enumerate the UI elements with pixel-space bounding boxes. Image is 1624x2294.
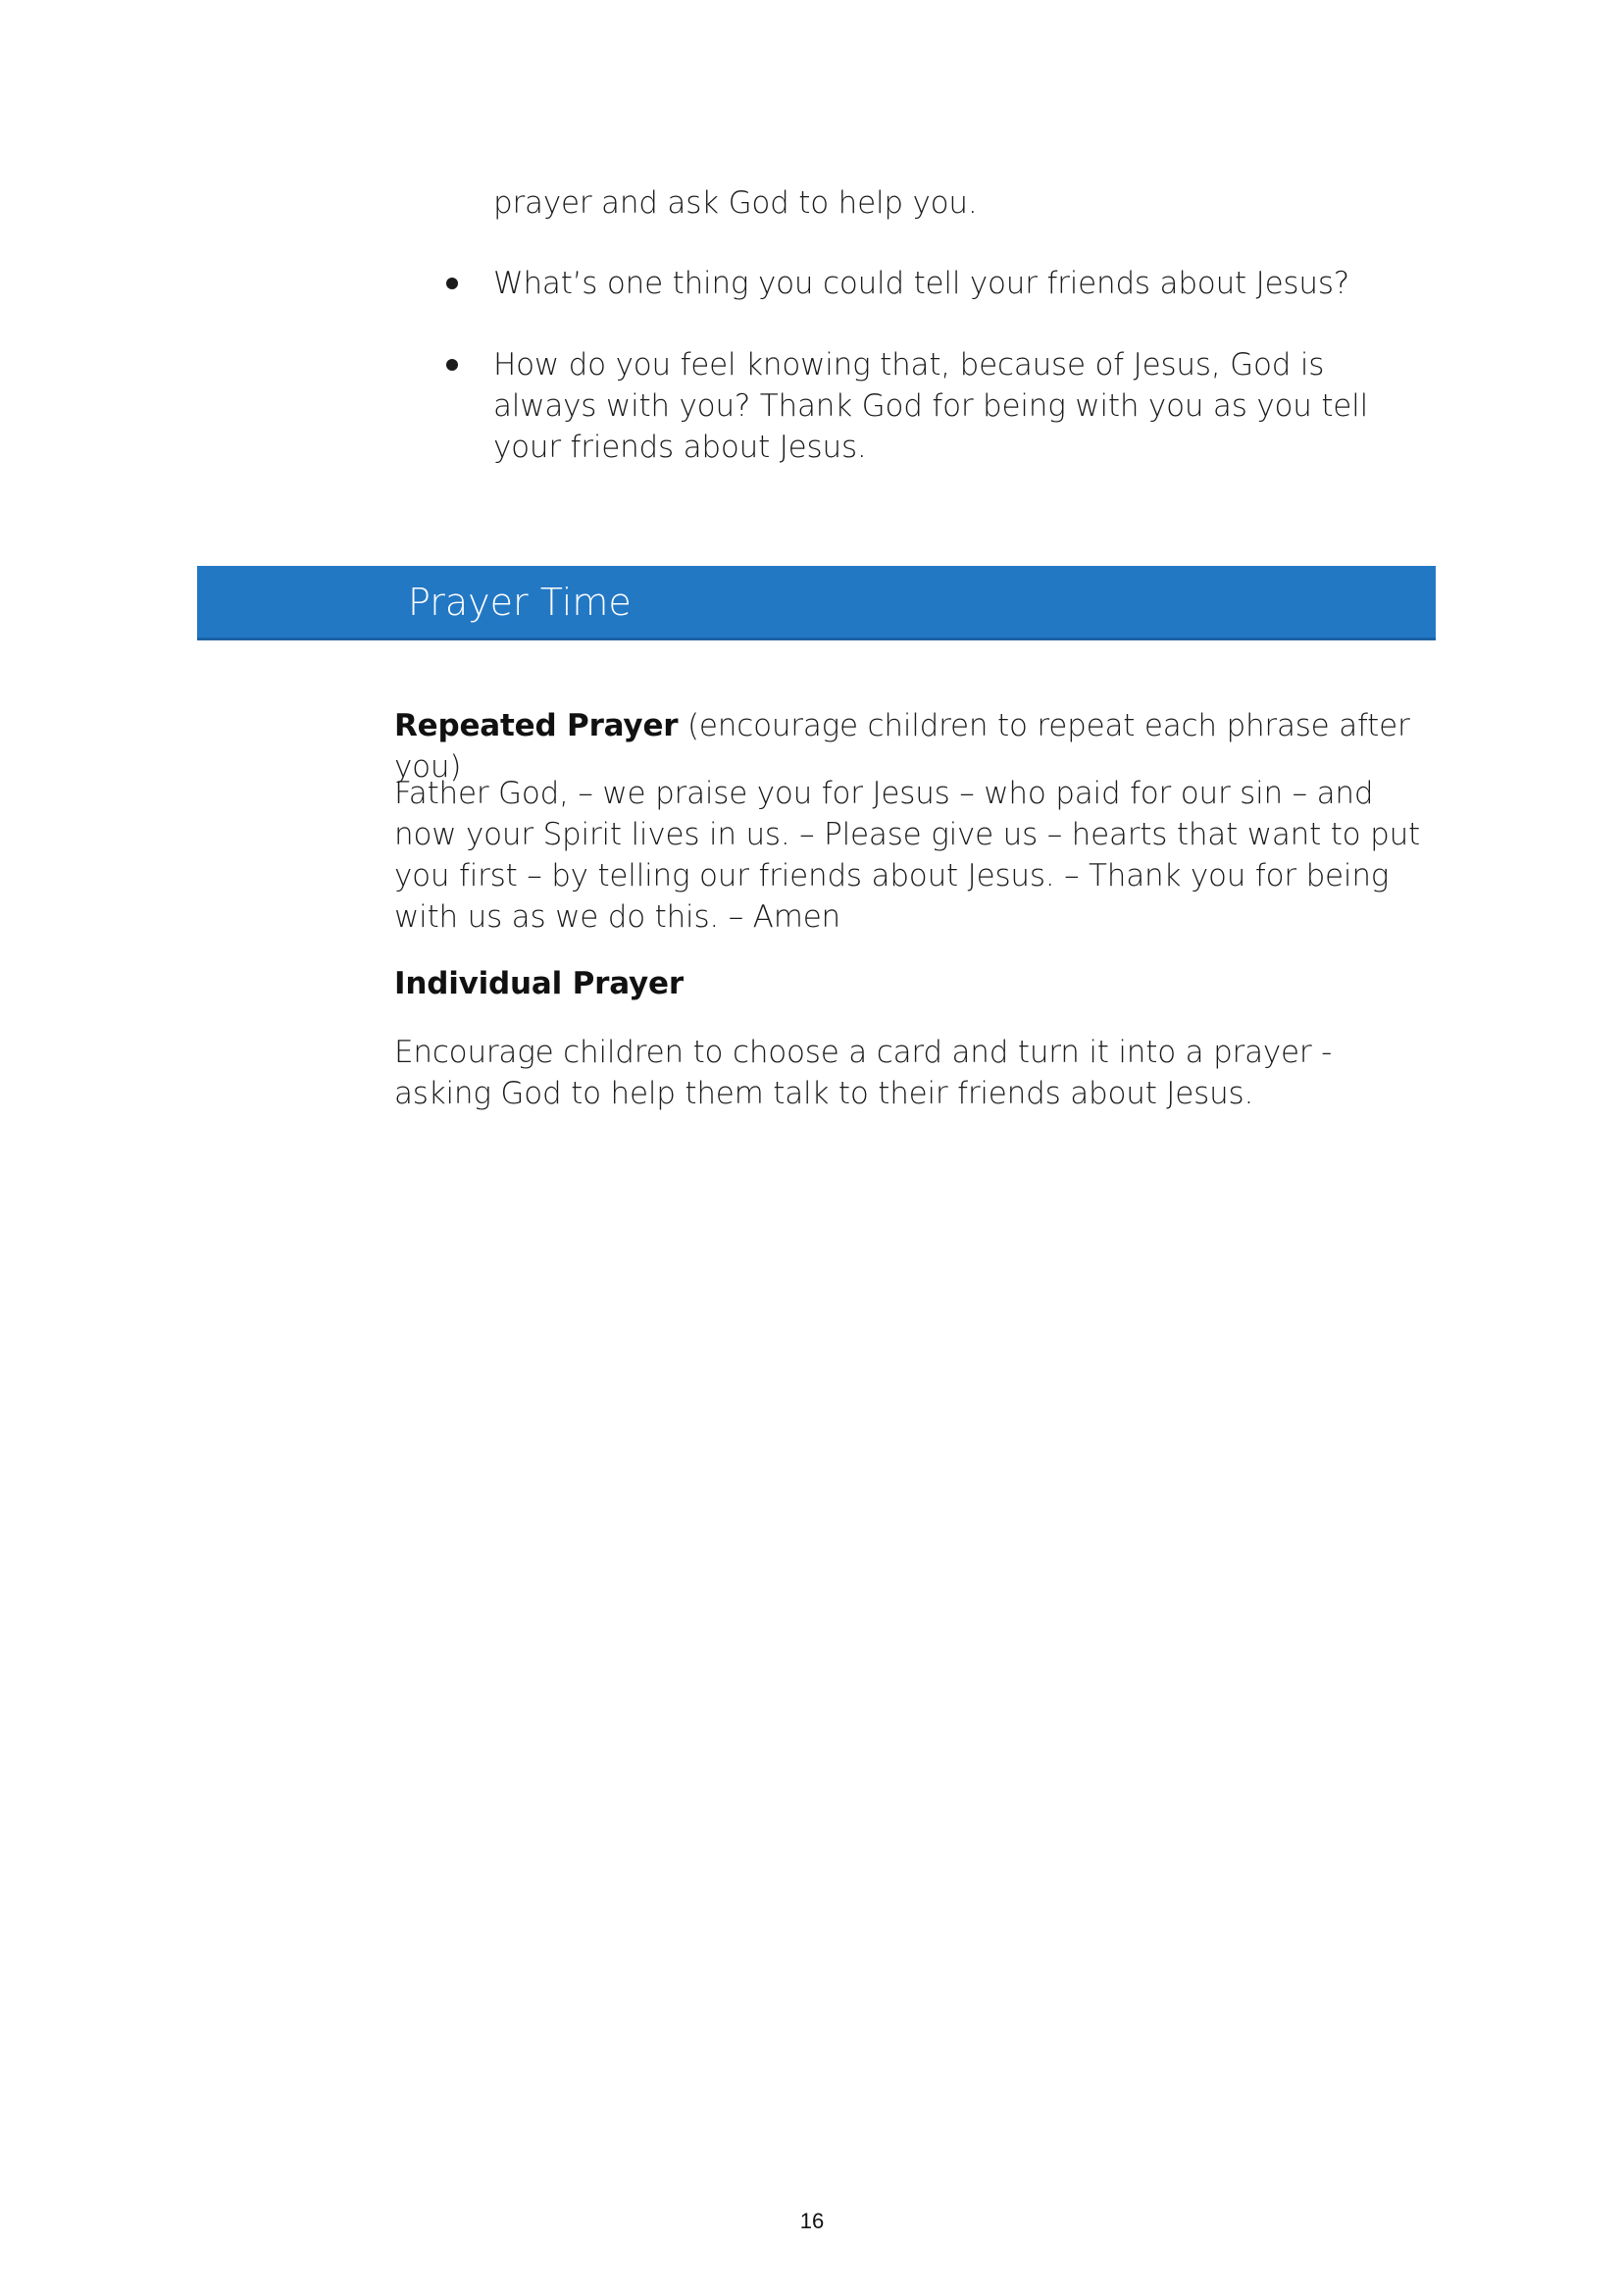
bullet-icon [446,278,458,289]
list-item [443,263,1434,304]
question-list [443,263,1434,508]
continuation-text: prayer and ask God to help you. [493,185,978,221]
section-banner [197,566,1436,640]
individual-prayer-text: Encourage children to choose a card and turn it into a prayer - asking God to help them talk to their friends about Jesus. [394,1035,1333,1111]
page-number: 16 [799,2209,825,2233]
bullet-text: What’s one thing you could tell your friends about Jesus? [493,266,1350,301]
individual-prayer-heading [394,963,1434,1004]
repeated-prayer-label: Repeated Prayer [394,708,679,743]
section-title: Prayer Time [408,581,632,624]
bullet-text: How do you feel knowing that, because of Jesus, God is always with you? Thank God for being with you as you tell your friends about Jesus. [493,347,1369,465]
list-item [443,344,1434,468]
bullet-icon [446,359,458,371]
repeated-prayer-text: Father God, – we praise you for Jesus – who paid for our sin – and now your Spirit lives in us. – Please give us – hearts that want to put you first – by telling our friends about Jesus. – Thank you for being with us as we do this. – Amen [394,776,1420,935]
repeated-prayer-note: (encourage children to repeat each phrase after you) [394,708,1410,785]
individual-prayer-label: Individual Prayer [394,966,684,1001]
